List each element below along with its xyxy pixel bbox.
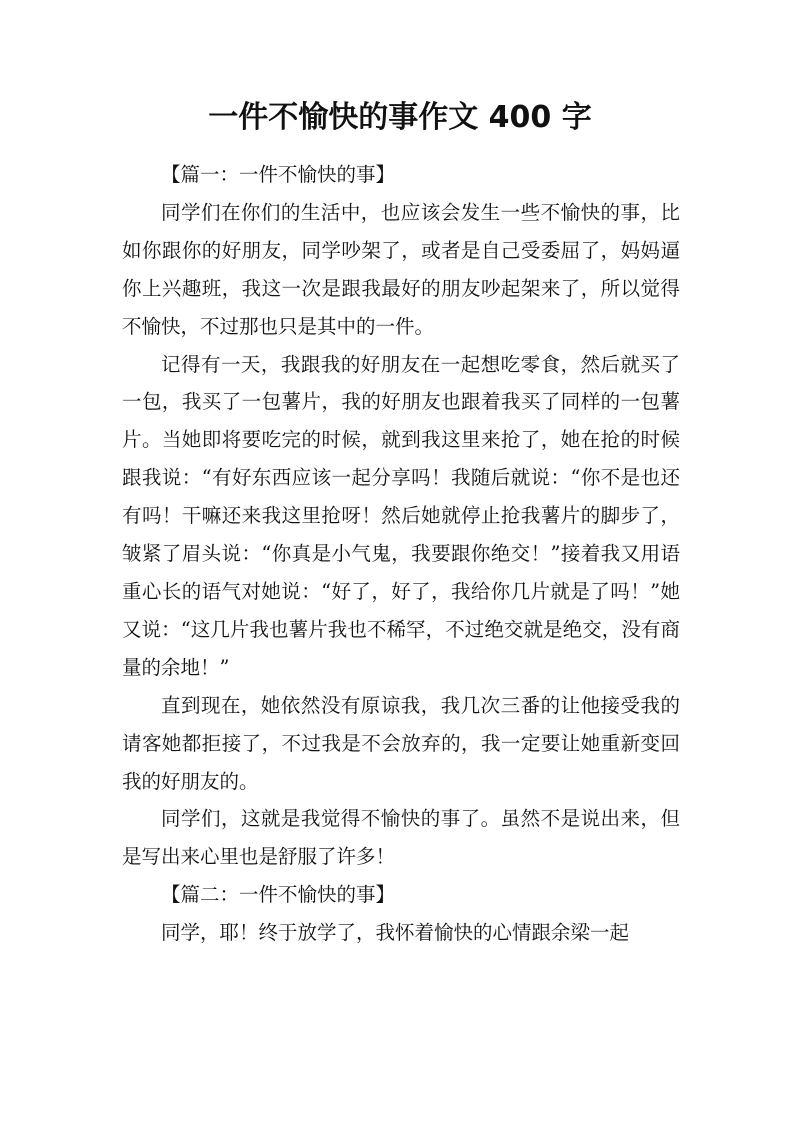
paragraph: 同学们，这就是我觉得不愉快的事了。虽然不是说出来，但是写出来心里也是舒服了许多！ bbox=[122, 807, 680, 869]
section-heading-1: 【篇一：一件不愉快的事】 bbox=[161, 163, 396, 186]
section-heading-2: 【篇二：一件不愉快的事】 bbox=[161, 883, 396, 907]
paragraph: 同学，耶！终于放学了，我怀着愉快的心情跟余梁一起 bbox=[161, 921, 630, 945]
paragraph: 直到现在，她依然没有原谅我，我几次三番的让他接受我的请客她都拒接了，不过我是不会放弃的，我一定要让她重新变回我的好朋友的。 bbox=[122, 693, 680, 793]
paragraph: 同学们在你们的生活中，也应该会发生一些不愉快的事，比如你跟你的好朋友，同学吵架了，或者是自己受委屈了，妈妈逼你上兴趣班，我这一次是跟我最好的朋友吵起架来了，所以觉得不愉快，不过那也只是其中的一件。 bbox=[122, 200, 680, 338]
paragraph: 记得有一天，我跟我的好朋友在一起想吃零食，然后就买了一包，我买了一包薯片，我的好朋友也跟着我买了同样的一包薯片。当她即将要吃完的时候，就到我这里来抢了，她在抢的时候跟我说：“有好东西应该一起分享吗！我随后就说：“你不是也还有吗！干嘛还来我这里抢呀！然后她就停止抢我薯片的脚步了，皱紧了眉头说：“你真是小气鬼，我要跟你绝交！”接着我又用语重心长的语气对她说：“好了，好了，我给你几片就是了吗！”她又说：“这几片我也薯片我也不稀罕，不过绝交就是绝交，没有商量的余地！” bbox=[122, 352, 680, 679]
document-body bbox=[122, 156, 680, 952]
document-title: 一件不愉快的事作文 400 字 bbox=[208, 100, 592, 135]
